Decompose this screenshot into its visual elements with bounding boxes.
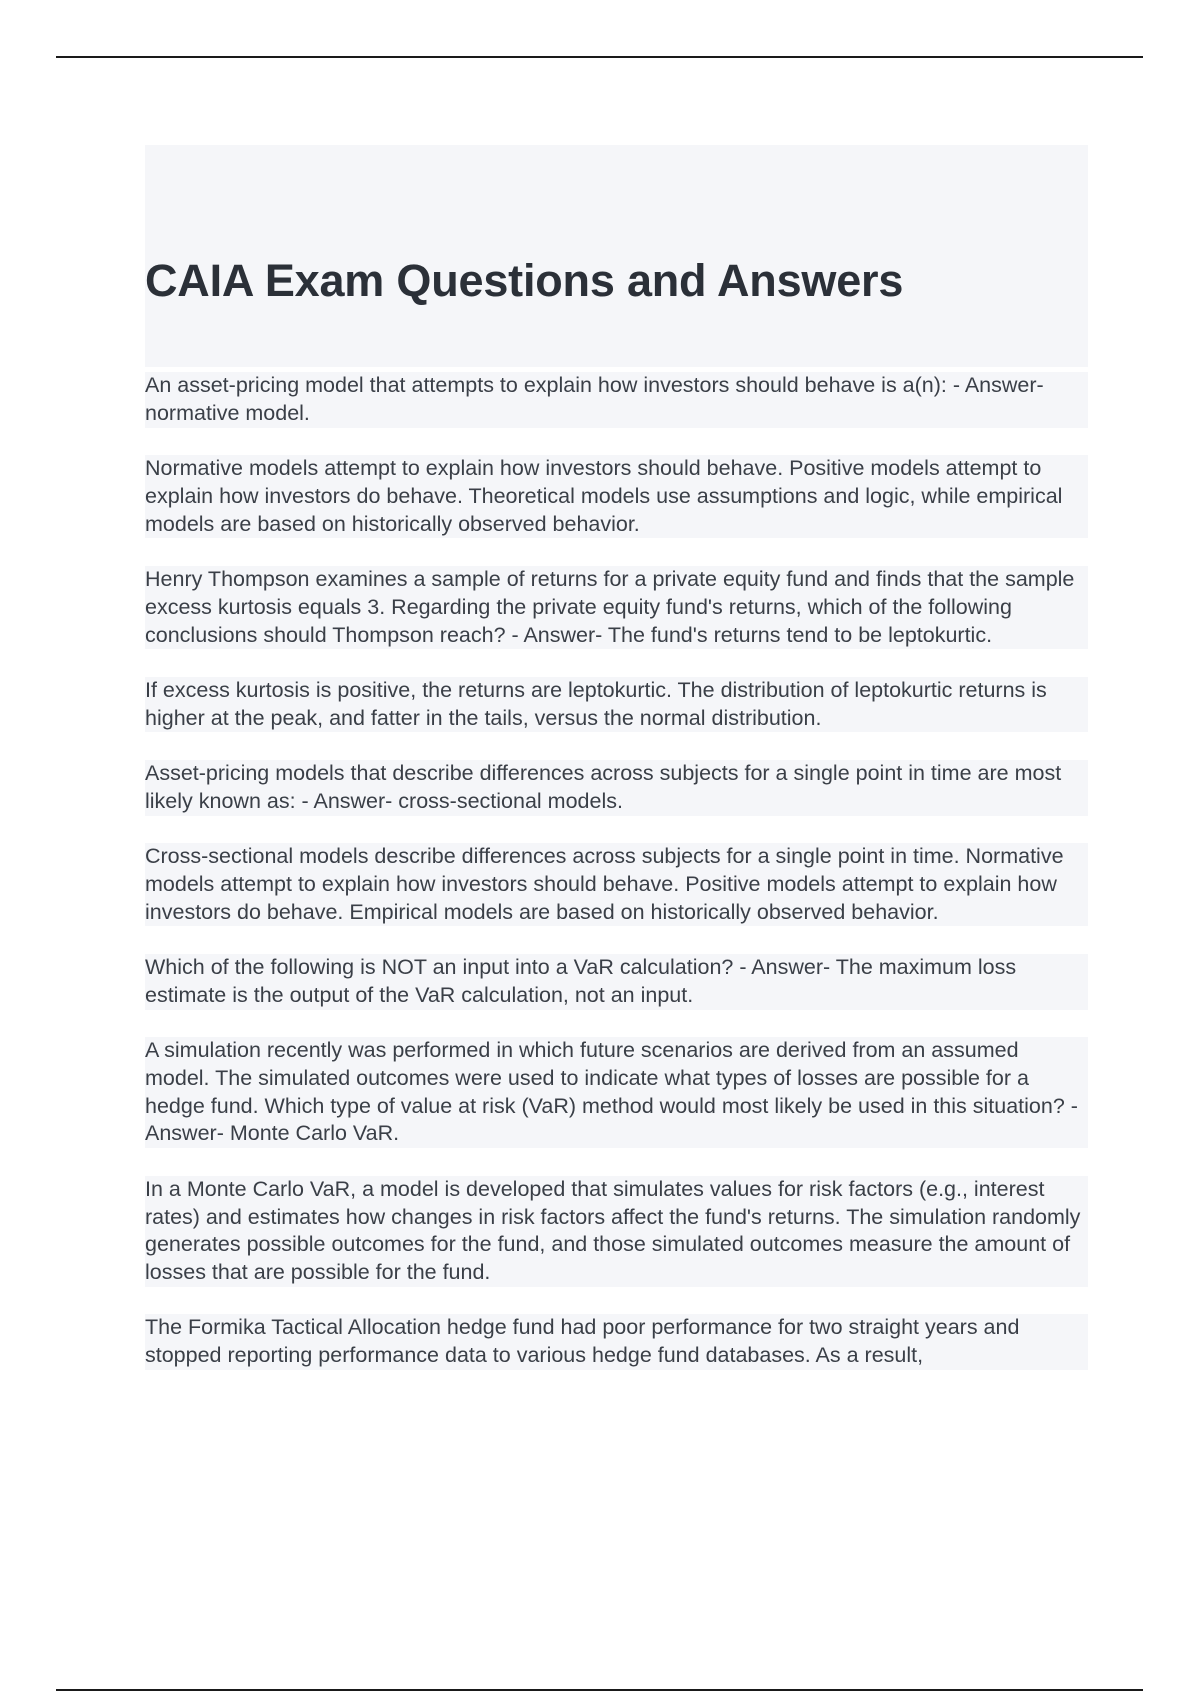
- explanation-3: Cross-sectional models describe differences across subjects for a single point in time. Normative models attempt to explain how investors should behave. Positive models attempt to explain how investors do behave. Empirical models are based on historically observed behavior.: [145, 843, 1088, 926]
- explanation-2: If excess kurtosis is positive, the returns are leptokurtic. The distribution of leptokurtic returns is higher at the peak, and fatter in the tails, versus the normal distribution.: [145, 677, 1088, 733]
- bottom-rule: [56, 1689, 1143, 1691]
- question-answer-3: Asset-pricing models that describe differences across subjects for a single point in time are most likely known as: - Answer- cross-sectional models.: [145, 760, 1088, 816]
- question-answer-4: Which of the following is NOT an input into a VaR calculation? - Answer- The maximum loss estimate is the output of the VaR calculation, not an input.: [145, 954, 1088, 1010]
- question-answer-1: An asset-pricing model that attempts to explain how investors should behave is a(n): - Answer- normative model.: [145, 372, 1088, 428]
- explanation-1: Normative models attempt to explain how investors should behave. Positive models attempt to explain how investors do behave. Theoretical models use assumptions and logic, while empirical models are based on historically observed behavior.: [145, 455, 1088, 538]
- question-6-partial: The Formika Tactical Allocation hedge fund had poor performance for two straight years and stopped reporting performance data to various hedge fund databases. As a result,: [145, 1314, 1088, 1370]
- page-content: [145, 145, 1088, 1398]
- page-title: CAIA Exam Questions and Answers: [145, 255, 904, 306]
- question-answer-5: A simulation recently was performed in which future scenarios are derived from an assumed model. The simulated outcomes were used to indicate what types of losses are possible for a hedge fund. Which type of value at risk (VaR) method would most likely be used in this situation? - Answer- Monte Carlo VaR.: [145, 1037, 1088, 1148]
- explanation-5: In a Monte Carlo VaR, a model is developed that simulates values for risk factors (e.g., interest rates) and estimates how changes in risk factors affect the fund's returns. The simulation randomly generates possible outcomes for the fund, and those simulated outcomes measure the amount of losses that are possible for the fund.: [145, 1176, 1088, 1287]
- qa-paragraphs: [145, 372, 1088, 1370]
- top-rule: [56, 56, 1143, 58]
- question-answer-2: Henry Thompson examines a sample of returns for a private equity fund and finds that the sample excess kurtosis equals 3. Regarding the private equity fund's returns, which of the following conclusions should Thompson reach? - Answer- The fund's returns tend to be leptokurtic.: [145, 566, 1088, 649]
- title-block: [145, 145, 1088, 367]
